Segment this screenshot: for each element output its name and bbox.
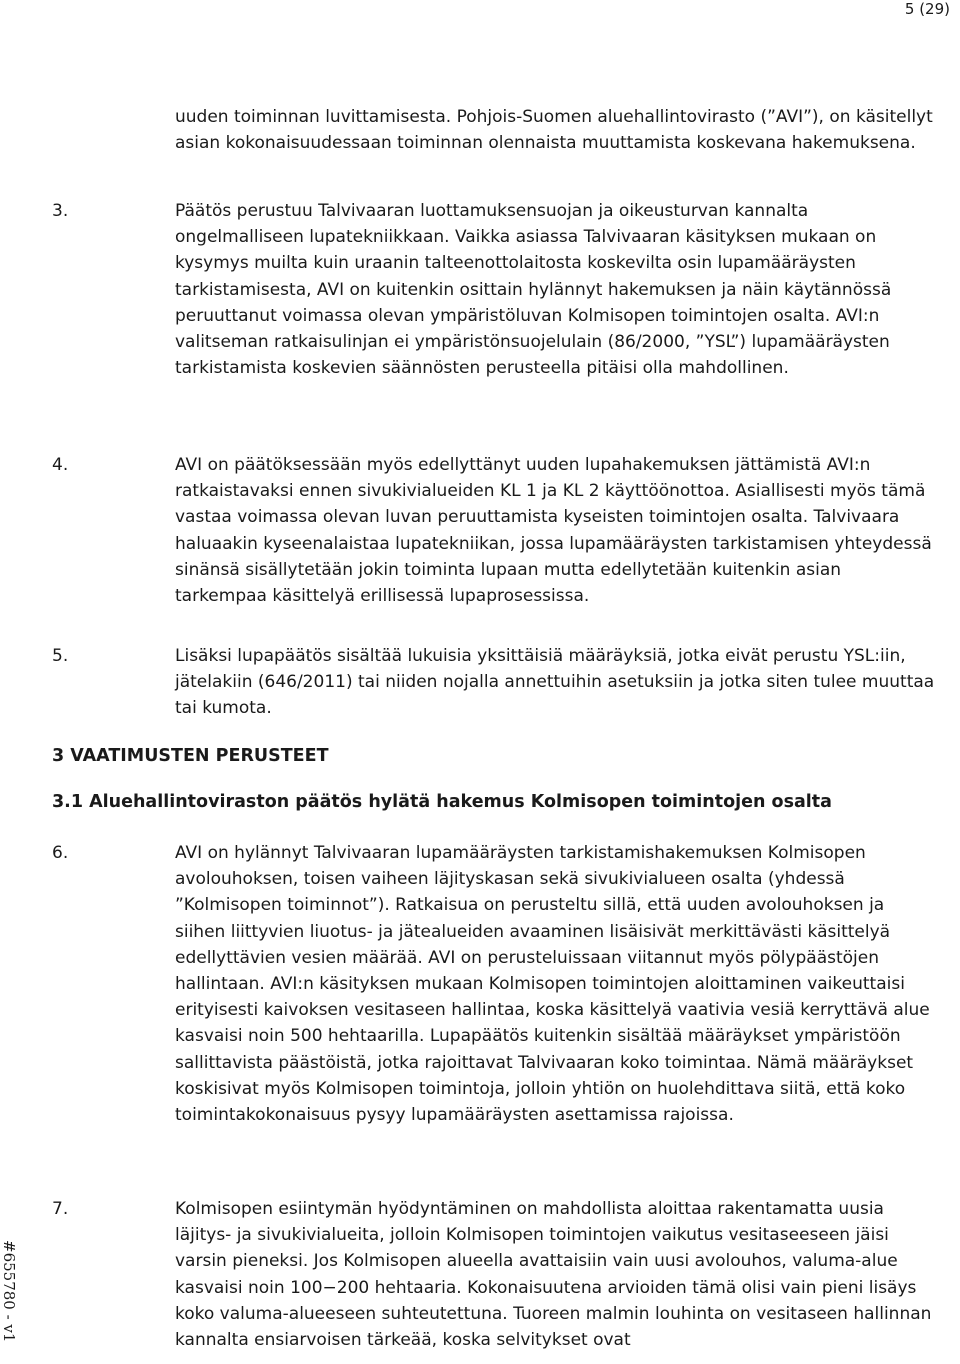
list-item-number: 7. [52,1199,69,1219]
list-item-number: 6. [52,843,69,863]
list-item-text: AVI on hylännyt Talvivaaran lupamääräysten tarkistamishakemuksen Kolmisopen avolouhoksen, toisen vaiheen läjityskasan sekä sivukivialueen osalta (yhdessä ”Kolmisopen toiminnot”). Ratkaisua on perusteltu sillä, että uuden avolouhoksen ja siihen liittyvien liuotus- ja jätealueiden avaaminen lisäisivät merkittävästi käsittelyä edellyttävien vesien määrää. AVI on perusteluissaan viitannut myös pölypäästöjen hallintaan. AVI:n käsityksen mukaan Kolmisopen toimintojen aloittaminen vaikeuttaisi erityisesti kaivoksen vesitaseen hallintaa, koska käsittelyä vaativia vesiä kerryttävä alue kasvaisi noin 500 hehtaarilla. Lupapäätös kuitenkin sisältää määräykset ympäristöön sallittavista päästöistä, jotka rajoittavat Talvivaaran koko toimintaa. Nämä määräykset koskisivat myös Kolmisopen toimintoja, jolloin yhtiön on huolehdittava siitä, että koko toimintakokonaisuus pysyy lupamääräysten asettamissa rajoissa. [175,843,930,1126]
page-number: 5 (29) [904,0,950,18]
list-item-number: 4. [52,455,69,475]
list-item-text: Lisäksi lupapäätös sisältää lukuisia yksittäisiä määräyksiä, jotka eivät perustu YSL:iin, jätelakiin (646/2011) tai niiden nojalla annettuihin asetuksiin ja jotka siten tulee muuttaa tai kumota. [175,646,935,719]
list-item-number: 3. [52,201,69,221]
intro-paragraph: uuden toiminnan luvittamisesta. Pohjois-Suomen aluehallintovirasto (”AVI”), on käsitellyt asian kokonaisuudessaan toiminnan olennaista muuttamista koskevana hakemuksena. [175,107,933,154]
list-item-text: Kolmisopen esiintymän hyödyntäminen on mahdollista aloittaa rakentamatta uusia läjitys- ja sivukivialueita, jolloin Kolmisopen toimintojen vaikutus vesitaseeseen jäisi varsin pieneksi. Jos Kolmisopen alueella avattaisiin vain uusi avolouhos, valuma-alue kasvaisi noin 100−200 hehtaaria. Kokonaisuutena arvioiden tämä olisi vain pieni lisäys koko valuma-alueeseen suhteutettuna. Tuoreen malmin louhinta on vesitaseen hallinnan kannalta ensiarvoisen tärkeää, koska selvitykset ovat [175,1199,932,1351]
list-item-text: AVI on päätöksessään myös edellyttänyt uuden lupahakemuksen jättämistä AVI:n ratkaistavaksi ennen sivukivialueiden KL 1 ja KL 2 käyttöönottoa. Asiallisesti myös tämä vastaa voimassa olevan luvan peruuttamista kyseisten toimintojen osalta. Talvivaara haluaakin kyseenalaistaa lupatekniikan, jossa lupamääräysten tarkistamisen yhteydessä sinänsä sisällytetään jokin toiminta lupaan mutta edellytetään kuitenkin asian tarkempaa käsittelyä erillisessä lupaprosessissa. [175,455,932,607]
list-item-text: Päätös perustuu Talvivaaran luottamuksensuojan ja oikeusturvan kannalta ongelmalliseen lupatekniikkaan. Vaikka asiassa Talvivaaran käsityksen mukaan on kysymys muilta kuin uraanin talteenottolaitosta koskevilta osin lupamääräysten tarkistamisesta, AVI on kuitenkin osittain hylännyt hakemuksen ja näin käytännössä peruuttanut voimassa olevan ympäristöluvan Kolmisopen toimintojen osalta. AVI:n valitseman ratkaisulinjan ei ympäristönsuojelulain (86/2000, ”YSL”) lupamääräysten tarkistamista koskevien säännösten perusteella pitäisi olla mahdollinen. [175,201,892,379]
list-item [52,452,937,609]
subsection-heading: 3.1 Aluehallintoviraston päätös hylätä hakemus Kolmisopen toimintojen osalta [52,792,832,812]
document-id-stamp-wrapper [0,1240,20,1360]
document-id-stamp: #655780 - v1 [0,1240,18,1343]
section-heading: 3 VAATIMUSTEN PERUSTEET [52,746,329,766]
list-item [52,643,937,722]
list-item [52,198,937,381]
list-item-number: 5. [52,646,69,666]
list-item [52,840,937,1128]
list-item [52,1196,937,1353]
